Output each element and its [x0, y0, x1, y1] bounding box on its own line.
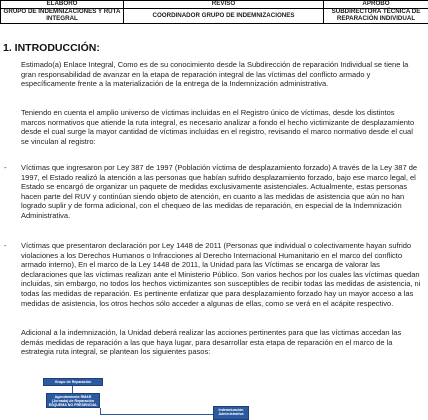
header-elaboro: ELABORÓ [1, 1, 124, 9]
approval-table [0, 0, 428, 24]
value-reviso: COORDINADOR GRUPO DE INDEMNIZACIONES [124, 9, 324, 24]
bullet-marker: - [4, 241, 7, 250]
flow-connector [100, 408, 101, 414]
value-elaboro: GRUPO DE INDEMNIZACIONES Y RUTA INTEGRAL [1, 9, 124, 24]
header-reviso: REVISÓ [124, 1, 324, 9]
value-aprobo: SUBDIRECTORA TÉCNICA DE REPARACIÓN INDIVIDUAL [324, 9, 428, 24]
closing-paragraph: Adicional a la indemnización, la Unidad deberá realizar las acciones pertinentes para que las víctimas accedan las demás medidas de reparación a las que haya lugar, para desarrollar esta etapa de reparación en el marco de la estrategia ruta integral, se plantean los siguientes pasos: [21, 328, 402, 357]
section-heading: 1. INTRODUCCIÓN: [3, 42, 100, 54]
flow-box-indemnizacion: Indemnización Administrativa [213, 406, 249, 420]
flow-box-grupo: Grupo de Reparación [43, 378, 103, 386]
header-aprobo: APROBÓ [324, 1, 428, 9]
bullet-ley-387: Víctimas que ingresaron por Ley 387 de 1997 (Población víctima de desplazamiento forzado) A través de la Ley 387 de 1997, el Estado realizó la atención a las personas que habían sufrido desplazamiento forzado, bajo ese marco legal, el Estado se encargó de organizar un paquete de medidas exclusivamente asistenciales. Actualmente, estas personas hacen parte del RUV y continúan siendo objeto de atención, en cuanto a las medidas de asistencia que aún no han logrado suplir y de forma adicional, con el chequeo de las medidas de reparación, en especial de la Indemnización Administrativa. [21, 163, 418, 220]
bullet-ley-1448: Víctimas que presentaron declaración por Ley 1448 de 2011 (Personas que individual o colectivamente hayan sufrido violaciones a los Derechos Humanos o Infracciones al Derecho Internacional Humanitario en el marco del conflicto armado interno), En el marco de la Ley 1448 de 2011, la Unidad para las Víctimas se encarga de valorar las declaraciones que las víctimas realizan ante el Ministerio Público. Son varios hechos por los cuales las víctimas quedan incluidas, sin embargo, no todos los hechos victimizantes son susceptibles de recibir todas las medidas de asistencia, ni todas las medidas de reparación. Es pertinente enfatizar que para desplazamiento forzado hay un mayor acceso a las medidas de asistencia, los otros hechos sólo acceder a algunas de ellas, como se verá en el acápite respectivo. [21, 241, 421, 308]
intro-paragraph: Estimado(a) Enlace Integral, Como es de su conocimiento desde la Subdirección de reparación Individual se tiene la gran responsabilidad de avanzar en la etapa de reparación integral de las víctimas del conflicto armado y específicamente frente a la materialización de la entrega de la Indemnización administrativa. [21, 60, 409, 89]
flow-connector [200, 414, 213, 415]
flow-diagram [0, 370, 428, 420]
context-paragraph: Teniendo en cuenta el amplio universo de víctimas incluidas en el Registro único de víctimas, desde los distintos marcos normativos que atiende la ruta integral, es necesario analizar a fondo el hecho victimizante de desplazamiento desde el cual surge la mayor cantidad de víctimas incluidas en el registro, revisando el marco normativo desde el cual se vinculan al registro: [21, 108, 415, 146]
flow-connector [72, 386, 73, 393]
bullet-marker: - [4, 163, 7, 172]
flow-connector [100, 414, 200, 415]
flow-box-agendamiento: Agendamiento RMAR (Jornada) de Reparación ESQUEMA NO PRESENCIAL [46, 393, 100, 408]
